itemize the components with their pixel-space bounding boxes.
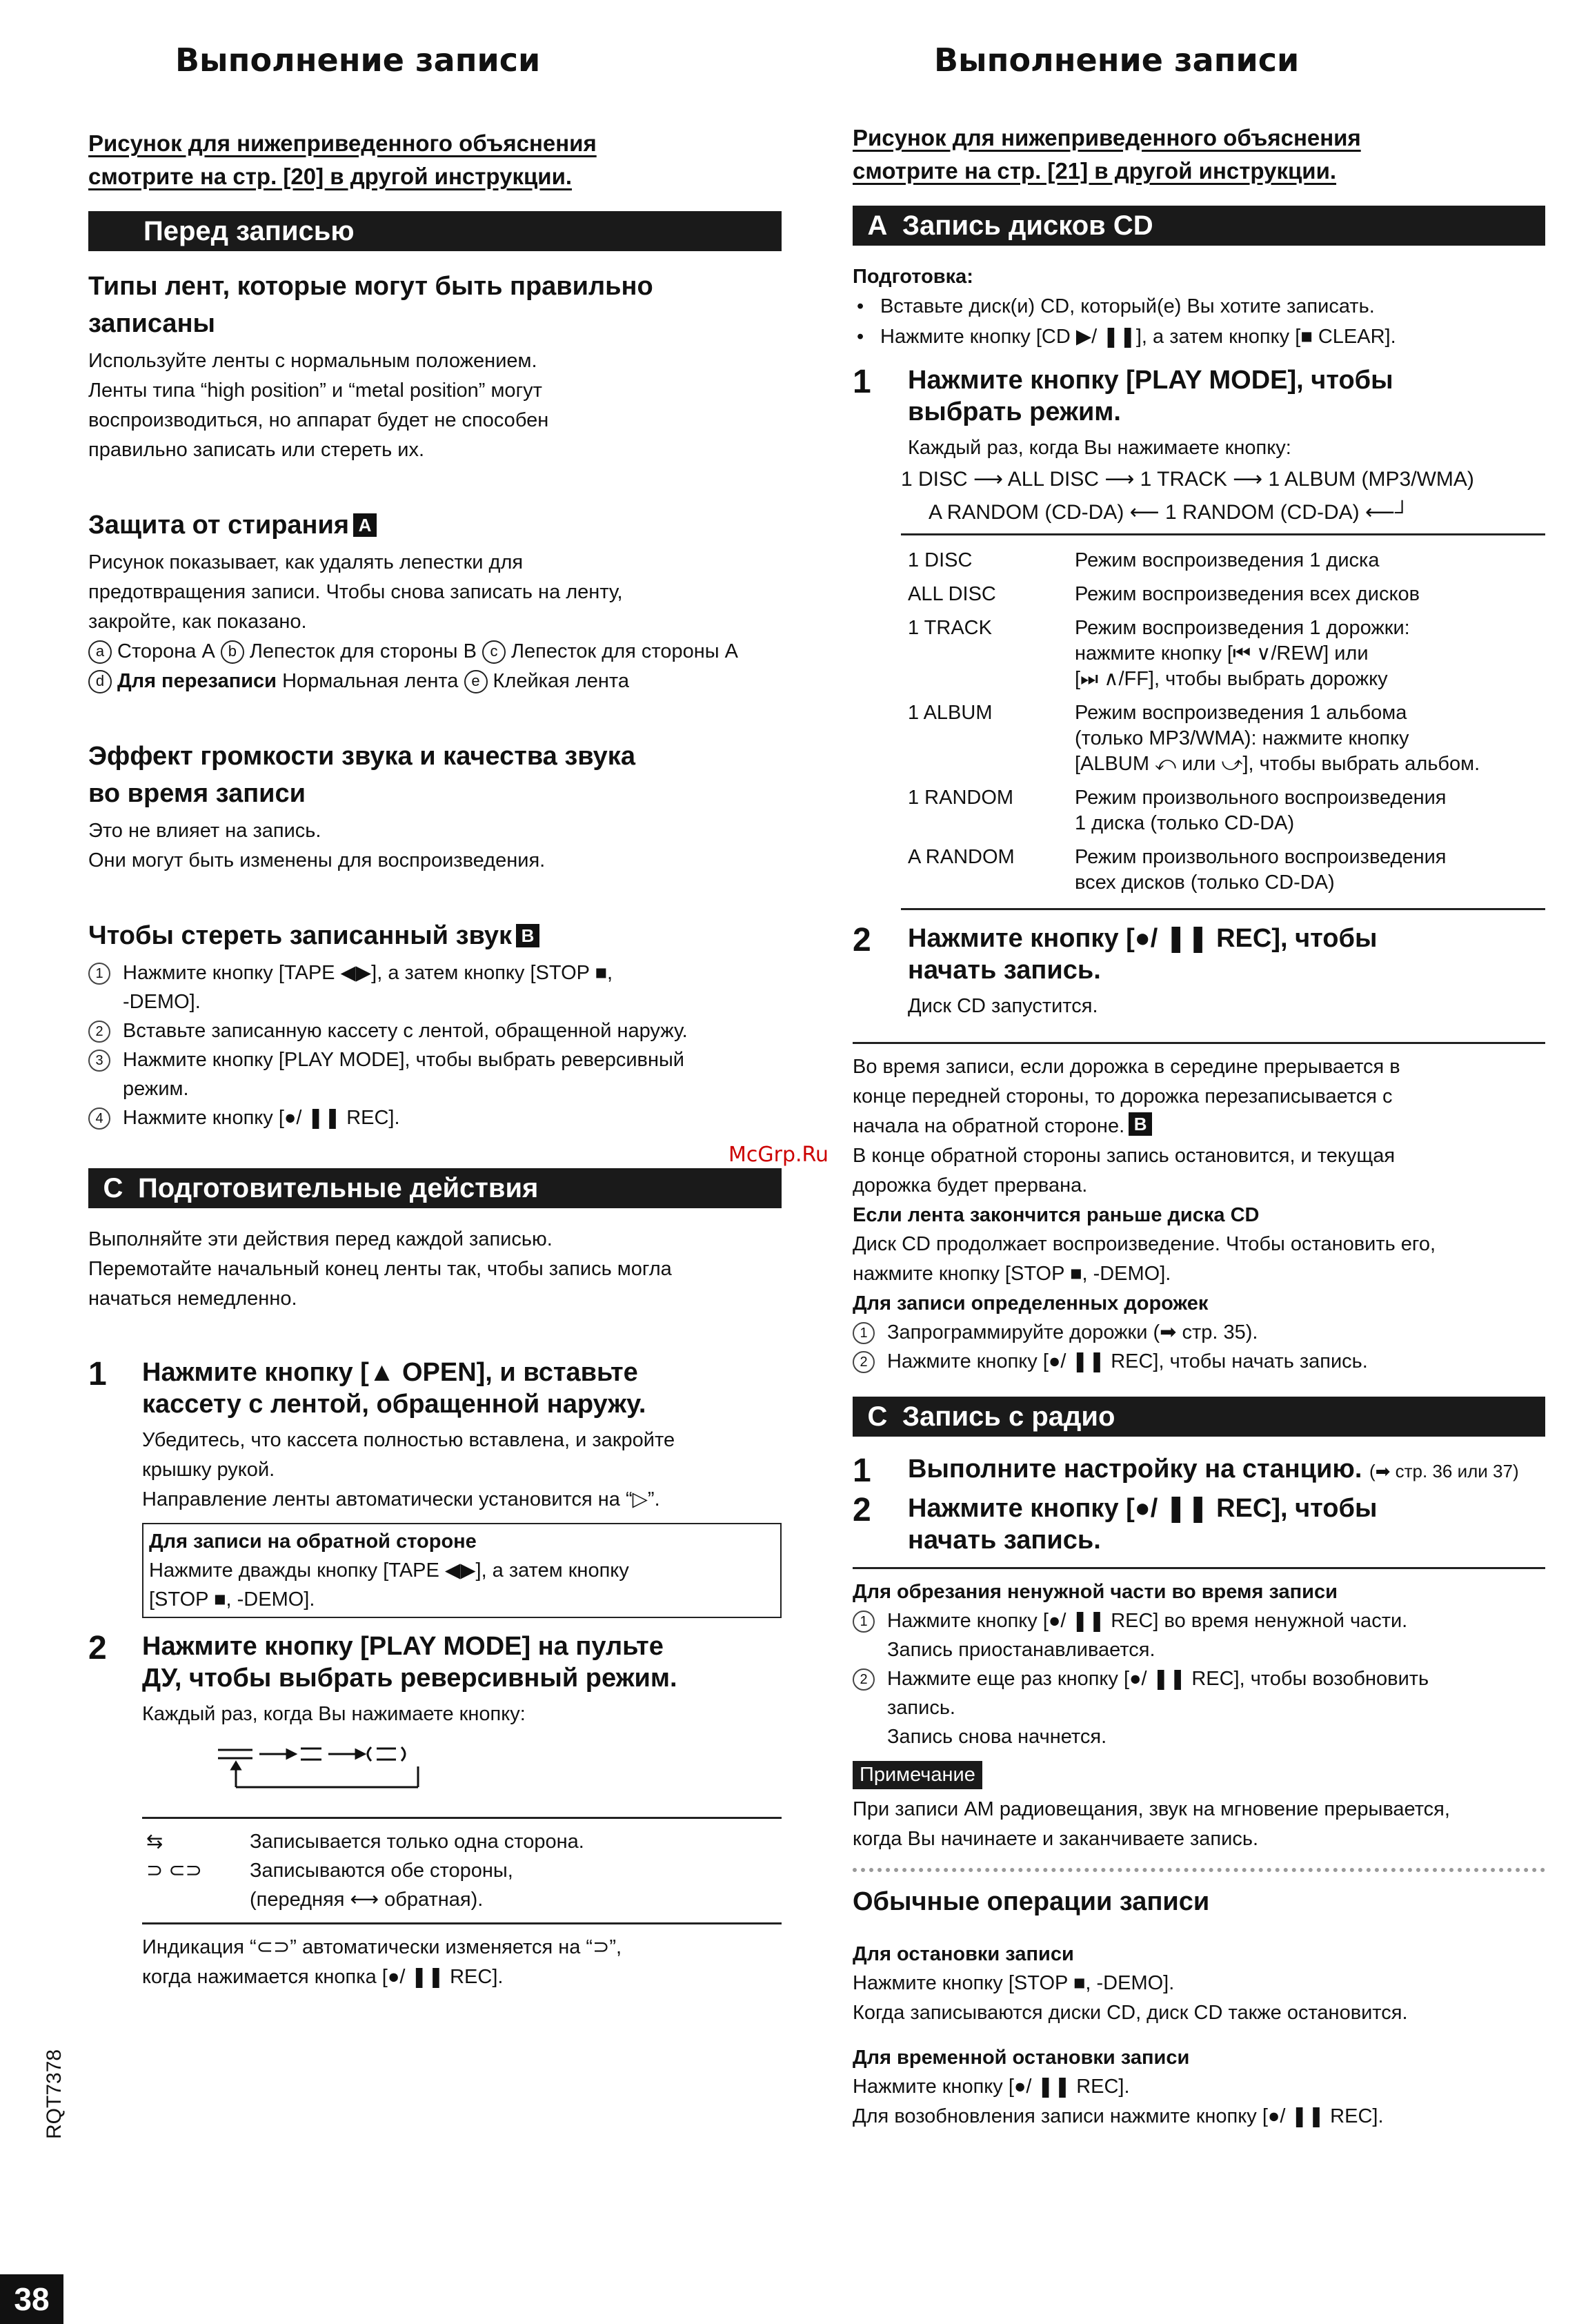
mode-description: Режим воспроизведения 1 альбома (только MP3/WMA): нажмите кнопку [ALBUM ⤺ или ⤻], чтобы выбрать альбом.	[1075, 702, 1480, 775]
figure-reference-left: Рисунок для нижеприведенного объяснения смотрите на стр. [20] в другой инструкции.	[88, 130, 597, 189]
figure-b-badge: B	[516, 924, 539, 947]
figure-legend-line-2: d Для перезаписи Нормальная лента e Клейкая лента	[88, 667, 782, 696]
mode-description: Режим воспроизведения всех дисков	[1075, 583, 1420, 605]
section-bar-cd-recording: A Запись дисков CD	[853, 206, 1545, 246]
list-item: 2 Нажмите еще раз кнопку [●/ ❚❚ REC], чтобы возобновить запись. Запись снова начнется.	[853, 1664, 1545, 1751]
page-title-right: Выполнение записи	[934, 41, 1300, 79]
section-bar-before-recording: Перед записью	[88, 211, 782, 251]
tape-types-heading: Типы лент, которые могут быть правильно записаны	[88, 272, 653, 338]
specific-tracks-list	[853, 1318, 1545, 1376]
divider	[853, 1868, 1545, 1872]
normal-ops-heading: Обычные операции записи	[853, 1887, 1210, 1916]
figure-a-badge: A	[353, 513, 377, 537]
table-row	[901, 544, 1545, 578]
preparation-text: Выполняйте эти действия перед каждой записью. Перемотайте начальный конец ленты так, чтобы запись могла начаться немедленно.	[88, 1228, 672, 1310]
list-item: 3 Нажмите кнопку [PLAY MODE], чтобы выбрать реверсивный режим.	[88, 1045, 782, 1103]
cd-step-2-rec: 2 Нажмите кнопку [●/ ❚❚ REC], чтобы начать запись. Диск CD запустится.	[853, 922, 1378, 1017]
list-item: 1 Нажмите кнопку [TAPE ◀▶], а затем кнопку [STOP ■, -DEMO].	[88, 958, 782, 1016]
tape-types-text: Используйте ленты с нормальным положением. Ленты типа “high position” и “metal position” могут воспроизводиться, но аппарат будет не способен правильно записать или стереть их.	[88, 350, 549, 461]
figure-b-badge: B	[1129, 1112, 1152, 1136]
pause-recording-title: Для временной остановки записи	[853, 2047, 1190, 2069]
left-column	[88, 28, 782, 1992]
list-item: 1 Нажмите кнопку [●/ ❚❚ REC] во время ненужной части. Запись приостанавливается.	[853, 1606, 1545, 1664]
mode-description: Режим произвольного воспроизведения всех дисков (только CD-DA)	[1075, 846, 1447, 894]
erase-protection-heading: Защита от стирания A	[88, 506, 782, 544]
preparation-title: Подготовка:	[853, 266, 973, 288]
reverse-indicator-note: Индикация “⊂⊃” автоматически изменяется на “⊃”, когда нажимается кнопка [●/ ❚❚ REC].	[142, 1936, 622, 1988]
page-title-left: Выполнение записи	[175, 41, 541, 79]
preparation-list	[853, 291, 1545, 352]
mode-name: A RANDOM	[908, 846, 1015, 868]
mode-name: 1 RANDOM	[908, 787, 1014, 809]
list-item: • Нажмите кнопку [CD ▶/ ❚❚], а затем кнопку [■ CLEAR].	[853, 322, 1545, 352]
specific-tracks-title: Для записи определенных дорожек	[853, 1292, 1209, 1314]
mode-description: Режим воспроизведения 1 дорожки: нажмите кнопку [⏮ ∨/REW] или [⏭ ∧/FF], чтобы выбрать дорожку	[1075, 617, 1410, 690]
tape-ends-title: Если лента закончится раньше диска CD	[853, 1204, 1260, 1226]
mode-name: 1 DISC	[908, 549, 973, 571]
watermark: McGrp.Ru	[728, 1143, 829, 1167]
note-tag: Примечание	[853, 1761, 982, 1789]
model-code: RQT7378	[43, 2049, 66, 2139]
mode-description: Режим произвольного воспроизведения 1 диска (только CD-DA)	[1075, 787, 1447, 834]
table-row	[901, 840, 1545, 900]
sound-effect-text: Это не влияет на запись. Они могут быть изменены для воспроизведения.	[88, 820, 546, 872]
reverse-mode-legend: ⇆ Записывается только одна сторона. ⊃ ⊂⊃ Записываются обе стороны, (передняя ⟷ обратная).	[146, 1831, 584, 1911]
erase-protection-text: Рисунок показывает, как удалять лепестки для предотвращения записи. Чтобы снова записать на ленту, закройте, как показано. a Сторона А b Лепесток для стороны В c Лепесток для стороны А d Для перезаписи Нормальная лента e Клейкая лента	[88, 548, 782, 696]
mode-description: Режим воспроизведения 1 диска	[1075, 549, 1380, 571]
play-mode-table	[901, 544, 1545, 900]
table-row	[901, 696, 1545, 781]
list-item: • Вставьте диск(и) CD, который(е) Вы хотите записать.	[853, 291, 1545, 322]
sound-effect-heading: Эффект громкости звука и качества звука во время записи	[88, 742, 635, 808]
stop-recording-title: Для остановки записи	[853, 1943, 1074, 1965]
mode-name: 1 TRACK	[908, 617, 992, 639]
cut-unwanted-list	[853, 1606, 1545, 1751]
step-1-insert-cassette: 1 Нажмите кнопку [▲ OPEN], и вставьте кассету с лентой, обращенной наружу. Убедитесь, что кассета полностью вставлена, и закройте крышку рукой. Направление ленты автоматически установится на “▷”. Для записи на обратной стороне Нажмите дважды кнопку [TAPE ◀▶], а затем кнопку [STOP ■, -DEMO].	[88, 1357, 782, 1618]
section-bar-radio-recording: C Запись с радио	[853, 1397, 1545, 1437]
radio-step-2-rec: 2 Нажмите кнопку [●/ ❚❚ REC], чтобы начать запись.	[853, 1492, 1378, 1555]
table-row	[901, 611, 1545, 696]
cut-unwanted-title: Для обрезания ненужной части во время записи	[853, 1581, 1338, 1603]
note-text: При записи АМ радиовещания, звук на мгновение прерывается, когда Вы начинаете и заканчиваете запись.	[853, 1798, 1450, 1850]
erase-sound-heading: Чтобы стереть записанный звук B	[88, 917, 782, 954]
right-column	[853, 28, 1545, 2131]
play-mode-sequence: 1 DISC ⟶ ALL DISC ⟶ 1 TRACK ⟶ 1 ALBUM (MP3/WMA) A RANDOM (CD-DA) ⟵ 1 RANDOM (CD-DA) ⟵┘ 1 DISC Режим воспроизведения 1 диска ALL DISC Режим воспроизведения всех дисков 1 TRACK Режим воспроизведения 1 дорожки: нажмите кнопку [⏮ ∨/REW] или [⏭ ∧/FF], чтобы выбрать дорожку 1 ALBUM Режим воспроизведения 1 альбома (только MP3/WMA): нажмите кнопку [ALBUM ⤺ или ⤻], чтобы выбрать альбом. 1 RANDOM Режим произвольного воспроизведения 1 диска (только CD-DA) A RANDOM Режим произвольного воспроизведения всех дисков (только CD-DA)	[853, 463, 1545, 910]
figure-legend-line-1: a Сторона А b Лепесток для стороны В c Лепесток для стороны А	[88, 637, 782, 667]
list-item: 4 Нажмите кнопку [●/ ❚❚ REC].	[88, 1103, 782, 1132]
figure-reference-right: Рисунок для нижеприведенного объяснения смотрите на стр. [21] в другой инструкции.	[853, 125, 1361, 184]
cd-step-1-play-mode: 1 Нажмите кнопку [PLAY MODE], чтобы выбрать режим. Каждый раз, когда Вы нажимаете кнопку:	[853, 364, 1393, 459]
table-row	[901, 781, 1545, 840]
reverse-side-box: Для записи на обратной стороне Нажмите дважды кнопку [TAPE ◀▶], а затем кнопку [STOP ■, -DEMO].	[142, 1523, 782, 1618]
reverse-mode-cycle-diagram	[211, 1735, 432, 1798]
list-item: 1 Запрограммируйте дорожки (➡ стр. 35).	[853, 1318, 1545, 1347]
mode-name: 1 ALBUM	[908, 702, 993, 724]
list-item: 2 Нажмите кнопку [●/ ❚❚ REC], чтобы начать запись.	[853, 1347, 1545, 1376]
mode-name: ALL DISC	[908, 583, 996, 605]
tape-ends-text: Диск CD продолжает воспроизведение. Чтобы остановить его, нажмите кнопку [STOP ■, -DEMO].	[853, 1233, 1436, 1285]
erase-steps-list	[88, 958, 782, 1132]
radio-step-1-tune: 1 Выполните настройку на станцию. (➡ стр. 36 или 37)	[853, 1452, 1519, 1489]
section-bar-preparation: C Подготовительные действия	[88, 1168, 782, 1208]
table-row	[901, 578, 1545, 611]
list-item: 2 Вставьте записанную кассету с лентой, обращенной наружу.	[88, 1016, 782, 1045]
pause-recording-text: Нажмите кнопку [●/ ❚❚ REC]. Для возобновления записи нажмите кнопку [●/ ❚❚ REC].	[853, 2076, 1384, 2127]
stop-recording-text: Нажмите кнопку [STOP ■, -DEMO]. Когда записываются диски CD, диск CD также остановится.	[853, 1972, 1408, 2024]
track-interruption-info: Во время записи, если дорожка в середине прерывается в конце передней стороны, то дорожка перезаписывается с начала на обратной стороне. B В конце обратной стороны запись остановится, и текущая дорожка будет прервана.	[853, 1056, 1400, 1197]
step-2-play-mode: 2 Нажмите кнопку [PLAY MODE] на пульте ДУ, чтобы выбрать реверсивный режим. Каждый раз, когда Вы нажимаете кнопку: ⇆ Записывается только одна сторона. ⊃ ⊂⊃ Записываются обе стороны, (передняя ⟷ обратная). Индикация “⊂⊃” автоматически изменяется на “⊃”, когда нажимается кнопка [●/ ❚❚ REC].	[88, 1631, 782, 1992]
page-number: 38	[0, 2274, 63, 2324]
